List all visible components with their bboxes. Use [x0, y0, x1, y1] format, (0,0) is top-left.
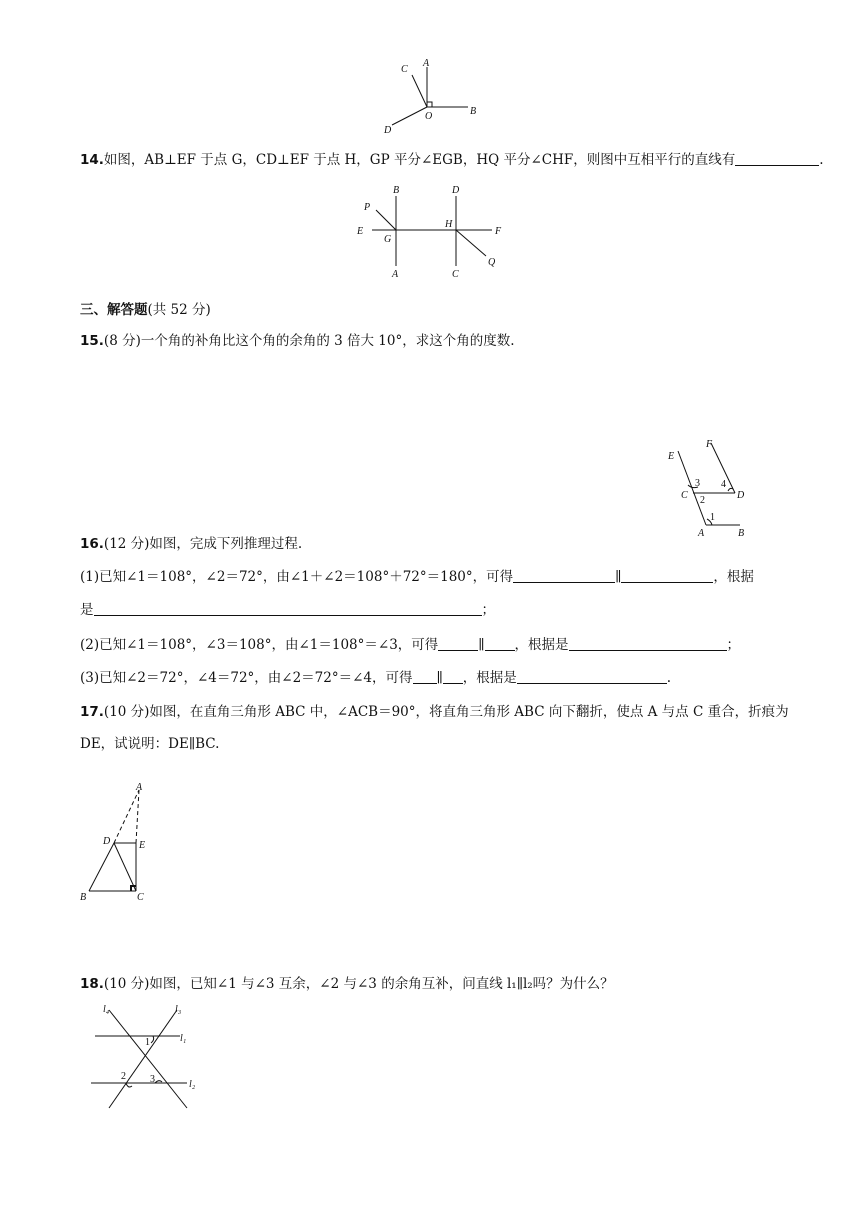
- ray-hq: [456, 230, 486, 256]
- label-l4: l₄: [103, 1004, 110, 1015]
- question-number: 17.: [80, 704, 104, 720]
- label-b: B: [80, 892, 87, 903]
- label-b: B: [738, 528, 745, 539]
- label-l1: l₁: [180, 1033, 187, 1044]
- label-l3: l₃: [175, 1004, 182, 1015]
- segment-dc: [114, 843, 136, 891]
- answer-blank-3c[interactable]: [517, 669, 667, 684]
- label-g: G: [384, 234, 392, 245]
- answer-blank-2c[interactable]: [569, 636, 727, 651]
- ray-oc: [412, 75, 427, 107]
- question-text: 如图，AB⊥EF 于点 G，CD⊥EF 于点 H，GP 平分∠EGB，HQ 平分∠CHF，则图中互相平行的直线有: [103, 152, 736, 168]
- question-text-line2: DE，试说明：DE∥BC.: [80, 736, 220, 752]
- right-angle-mark: [427, 102, 432, 107]
- question-17: [80, 703, 810, 721]
- question-text: (8 分)一个角的补角比这个角的余角的 3 倍大 10°，求这个角的度数.: [103, 333, 515, 349]
- answer-blank-2b[interactable]: [485, 636, 515, 651]
- arc-angle-4: [728, 488, 733, 491]
- label-e: E: [139, 840, 146, 851]
- label-p: P: [364, 202, 371, 213]
- label-c: C: [681, 490, 688, 501]
- label-angle-3: 3: [695, 478, 700, 489]
- label-angle-3: 3: [150, 1074, 155, 1085]
- ray-od: [392, 107, 427, 125]
- answer-blank-1b[interactable]: [621, 568, 713, 583]
- question-17-cont: [80, 735, 810, 753]
- label-c: C: [452, 269, 459, 280]
- label-a: A: [423, 58, 430, 69]
- label-angle-2: 2: [700, 495, 705, 506]
- ray-gp: [376, 210, 396, 230]
- answer-blank-1c[interactable]: [94, 601, 482, 616]
- label-b: B: [470, 106, 477, 117]
- line-l3: [109, 1010, 177, 1108]
- label-c: C: [137, 892, 144, 903]
- question-number: 15.: [80, 333, 104, 349]
- dashed-ea: [136, 790, 139, 843]
- question-text: (12 分)如图，完成下列推理过程.: [103, 536, 303, 552]
- label-q: Q: [488, 257, 496, 268]
- question-14: 14.如图，AB⊥EF 于点 G，CD⊥EF 于点 H，GP 平分∠EGB，HQ 平分∠CHF，则图中互相平行的直线有 .: [80, 152, 824, 168]
- q16-part-2: (2)已知∠1＝108°，∠3＝108°，由∠1＝108°＝∠3，可得 ∥ ，根据是 ；: [80, 637, 741, 653]
- section-heading: 三、解答题(共 52 分): [80, 302, 211, 318]
- question-text-line1: (10 分)如图，在直角三角形 ABC 中，∠ACB＝90°，将直角三角形 ABC 向下翻折，使点 A 与点 C 重合，折痕为: [103, 704, 789, 720]
- label-e: E: [357, 226, 364, 237]
- label-d: D: [384, 125, 392, 136]
- label-d: D: [452, 185, 460, 196]
- question-number: 14.: [80, 152, 104, 168]
- question-16: [80, 535, 810, 553]
- segment-bd: [89, 843, 114, 891]
- label-a: A: [392, 269, 399, 280]
- answer-blank-2a[interactable]: [438, 636, 478, 651]
- label-b: B: [393, 185, 400, 196]
- figure-angles-o: [370, 55, 490, 140]
- answer-blank[interactable]: [735, 151, 819, 166]
- label-angle-1: 1: [145, 1037, 150, 1048]
- label-e: E: [668, 451, 675, 462]
- answer-blank-1a[interactable]: [513, 568, 615, 583]
- label-a: A: [136, 782, 143, 793]
- question-number: 16.: [80, 536, 104, 552]
- figure-intersecting-lines: [85, 1000, 215, 1110]
- question-number: 18.: [80, 976, 104, 992]
- q16-part-3: (3)已知∠2＝72°，∠4＝72°，由∠2＝72°＝∠4，可得 ∥ ，根据是 .: [80, 670, 672, 686]
- dashed-da: [114, 790, 139, 843]
- answer-blank-3b[interactable]: [443, 669, 463, 684]
- label-a: A: [698, 528, 705, 539]
- q16-part-1: (1)已知∠1＝108°，∠2＝72°，由∠1＋∠2＝108°＋72°＝180°，可得 ∥ ，根据: [80, 569, 754, 585]
- question-15: [80, 332, 810, 350]
- question-18: [80, 975, 810, 993]
- figure-parallel-reasoning: [660, 435, 760, 540]
- label-angle-1: 1: [710, 512, 715, 523]
- line-ea: [678, 451, 706, 525]
- label-c: C: [401, 64, 408, 75]
- label-angle-2: 2: [121, 1071, 126, 1082]
- label-angle-4: 4: [721, 479, 726, 490]
- line-l4: [109, 1010, 187, 1108]
- label-d: D: [103, 836, 111, 847]
- label-f: F: [706, 439, 713, 450]
- label-o: O: [425, 111, 433, 122]
- answer-blank-3a[interactable]: [413, 669, 437, 684]
- label-f: F: [495, 226, 502, 237]
- arc-angle-2: [126, 1083, 132, 1087]
- label-l2: l₂: [189, 1079, 196, 1090]
- figure-folded-triangle: [70, 780, 170, 905]
- figure-perpendicular-lines: [352, 182, 512, 284]
- label-h: H: [445, 219, 453, 230]
- question-text: (10 分)如图，已知∠1 与∠3 互余，∠2 与∠3 的余角互补，问直线 l₁∥l₂吗？为什么？: [103, 976, 614, 992]
- q16-part-1-reason: 是 ；: [80, 602, 495, 618]
- label-d: D: [737, 490, 745, 501]
- arc-angle-1: [151, 1036, 154, 1043]
